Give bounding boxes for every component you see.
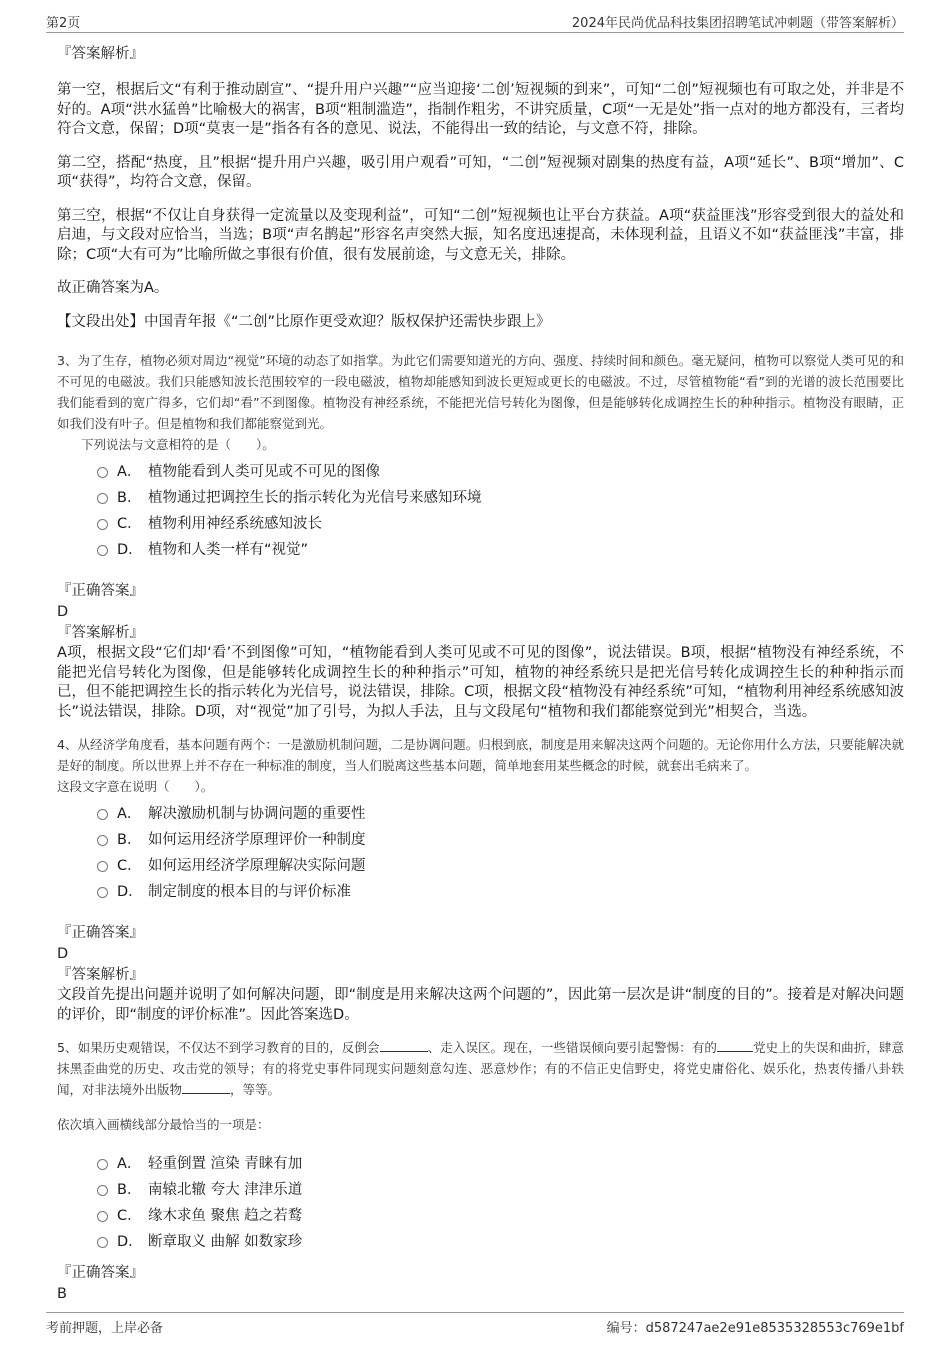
- radio-icon[interactable]: [97, 887, 108, 898]
- q5-prompt: 依次填入画横线部分最恰当的一项是：: [57, 1117, 270, 1132]
- q3-option-c[interactable]: C． 植物利用神经系统感知波长: [97, 511, 904, 537]
- q2-analysis-label: 『答案解析』: [57, 46, 144, 62]
- q3-answer-label: 『正确答案』: [57, 583, 144, 599]
- q2-analysis-conclusion: 故正确答案为A。: [57, 280, 169, 296]
- q2-source: 【文段出处】中国青年报《“二创”比原作更受欢迎？版权保护还需快步跟上》: [57, 313, 551, 330]
- q2-analysis-paragraph-1: 第一空，根据后文“有利于推动剧宣”、“提升用户兴趣”“应当迎接‘二创’短视频的到来”，可知“二创”短视频也有可取之处，并非是不好的。A项“洪水猛兽”比喻极大的祸害，B项“粗制滥造”，指制作粗劣，不讲究质量，C项“一无是处”指一点对的地方都没有，三者均符合文意，保留；D项“莫衷一是”指各有各的意见、说法，不能得出一致的结论，与文意不符，排除。: [57, 82, 904, 137]
- fill-blank-3: [182, 1081, 230, 1094]
- radio-icon[interactable]: [97, 493, 108, 504]
- document-title: 2024年民尚优品科技集团招聘笔试冲刺题（带答案解析）: [571, 16, 904, 31]
- q2-analysis-paragraph-3: 第三空，根据“不仅让自身获得一定流量以及变现利益”，可知“二创”短视频也让平台方获益。A项“获益匪浅”形容受到很大的益处和启迪，与文段对应恰当，当选；B项“声名鹊起”形容名声突然大振，知名度迅速提高，未体现利益，且语义不如“获益匪浅”丰富，排除；C项“大有可为”比喻所做之事很有价值，很有发展前途，与文意无关，排除。: [57, 207, 904, 263]
- q3-prompt: 下列说法与文意相符的是（ ）。: [81, 437, 275, 452]
- q4-analysis-label: 『答案解析』: [57, 967, 144, 983]
- q4-option-b[interactable]: B． 如何运用经济学原理评价一种制度: [97, 827, 904, 853]
- radio-icon[interactable]: [97, 809, 108, 820]
- q5-option-b[interactable]: B． 南辕北辙 夸大 津津乐道: [97, 1177, 904, 1203]
- q4-stem: 4、从经济学角度看，基本问题有两个：一是激励机制问题，二是协调问题。归根到底，制度是用来解决这两个问题的。无论你用什么方法，只要能解决就是好的制度。所以世界上并不存在一种标准的制度，当人们脱离这些基本问题，简单地套用某些概念的时候，就套出毛病来了。: [57, 737, 904, 773]
- q3-analysis-label: 『答案解析』: [57, 625, 144, 641]
- radio-icon[interactable]: [97, 1185, 108, 1196]
- q3-analysis: A项，根据文段“它们却‘看’不到图像”可知，“植物能看到人类可见或不可见的图像”，说法错误。B项，根据“植物没有神经系统，不能把光信号转化为图像，但是能够转化成调控生长的种种指示”可知，植物的神经系统只是把光信号转化成调控生长的种种指示而已，但不能把调控生长的指示转化为光信号，说法错误，排除。C项，根据文段“植物没有神经系统”可知，“植物利用神经系统感知波长”说法错误，排除。D项，对“视觉”加了引号，为拟人手法，且与文段尾句“植物和我们都能察觉到光”相契合，当选。: [57, 645, 904, 720]
- q5-stem: 5、如果历史观错误，不仅达不到学习教育的目的，反倒会 、走入误区。现在，一些错误倾向要引起警惕：有的 党史上的失误和曲折，肆意抹黑歪曲党的历史、攻击党的领导；有的将党史事件同现实问题刻意勾连、恶意炒作；有的不信正史信野史，将党史庸俗化、娱乐化，热衷传播八卦轶闻，对非法境外出版物 ，等等。: [57, 1040, 904, 1097]
- page-header: [46, 10, 904, 33]
- radio-icon[interactable]: [97, 545, 108, 556]
- q4-answer: D: [57, 946, 69, 962]
- q5-answer: B: [57, 1286, 67, 1302]
- q4-answer-label: 『正确答案』: [57, 925, 144, 941]
- radio-icon[interactable]: [97, 861, 108, 872]
- q4-option-a[interactable]: A． 解决激励机制与协调问题的重要性: [97, 801, 904, 827]
- q3-stem: 3、为了生存，植物必须对周边“视觉”环境的动态了如指掌。为此它们需要知道光的方向、强度、持续时间和颜色。毫无疑问，植物可以察觉人类可见的和不可见的电磁波。我们只能感知波长范围较窄的一段电磁波，植物却能感知到波长更短或更长的电磁波。不过，尽管植物能“看”到的光谱的波长范围要比我们能看到的宽广得多，它们却“看”不到图像。植物没有神经系统，不能把光信号转化为图像，但是能够转化成调控生长的种种指示。植物没有眼睛，正如我们没有叶子。但是植物和我们都能察觉到光。: [57, 353, 904, 431]
- q5-option-a[interactable]: A． 轻重倒置 渲染 青睐有加: [97, 1151, 904, 1177]
- q4-analysis: 文段首先提出问题并说明了如何解决问题，即“制度是用来解决这两个问题的”，因此第一层次是讲“制度的目的”。接着是对解决问题的评价，即“制度的评价标准”。因此答案选D。: [57, 987, 904, 1023]
- radio-icon[interactable]: [97, 1237, 108, 1248]
- radio-icon[interactable]: [97, 519, 108, 530]
- q4-options: [97, 801, 904, 905]
- fill-blank-1: [380, 1039, 428, 1052]
- page-number: 第2页: [46, 16, 81, 31]
- q5-options: [97, 1151, 904, 1255]
- q4-option-d[interactable]: D． 制定制度的根本目的与评价标准: [97, 879, 904, 905]
- fill-blank-2: [717, 1039, 753, 1052]
- q5-option-c[interactable]: C． 缘木求鱼 聚焦 趋之若鹜: [97, 1203, 904, 1229]
- document-code: 编号：d587247ae2e91e8535328553c769e1bf: [606, 1321, 904, 1336]
- q3-option-d[interactable]: D． 植物和人类一样有“视觉”: [97, 537, 904, 563]
- q5-answer-label: 『正确答案』: [57, 1265, 144, 1281]
- page-footer: [46, 1312, 904, 1335]
- footer-slogan: 考前押题，上岸必备: [46, 1321, 164, 1336]
- q3-option-b[interactable]: B． 植物通过把调控生长的指示转化为光信号来感知环境: [97, 485, 904, 511]
- radio-icon[interactable]: [97, 835, 108, 846]
- q4-prompt: 这段文字意在说明（ ）。: [57, 779, 214, 794]
- q5-option-d[interactable]: D． 断章取义 曲解 如数家珍: [97, 1229, 904, 1255]
- q4-option-c[interactable]: C． 如何运用经济学原理解决实际问题: [97, 853, 904, 879]
- q3-answer: D: [57, 604, 69, 620]
- q3-options: [97, 459, 904, 563]
- radio-icon[interactable]: [97, 467, 108, 478]
- radio-icon[interactable]: [97, 1159, 108, 1170]
- page-content: [57, 40, 904, 1305]
- q3-option-a[interactable]: A． 植物能看到人类可见或不可见的图像: [97, 459, 904, 485]
- q2-analysis-paragraph-2: 第二空，搭配“热度，且”根据“提升用户兴趣，吸引用户观看”可知，“二创”短视频对剧集的热度有益，A项“延长”、B项“增加”、C项“获得”，均符合文意，保留。: [57, 154, 904, 190]
- radio-icon[interactable]: [97, 1211, 108, 1222]
